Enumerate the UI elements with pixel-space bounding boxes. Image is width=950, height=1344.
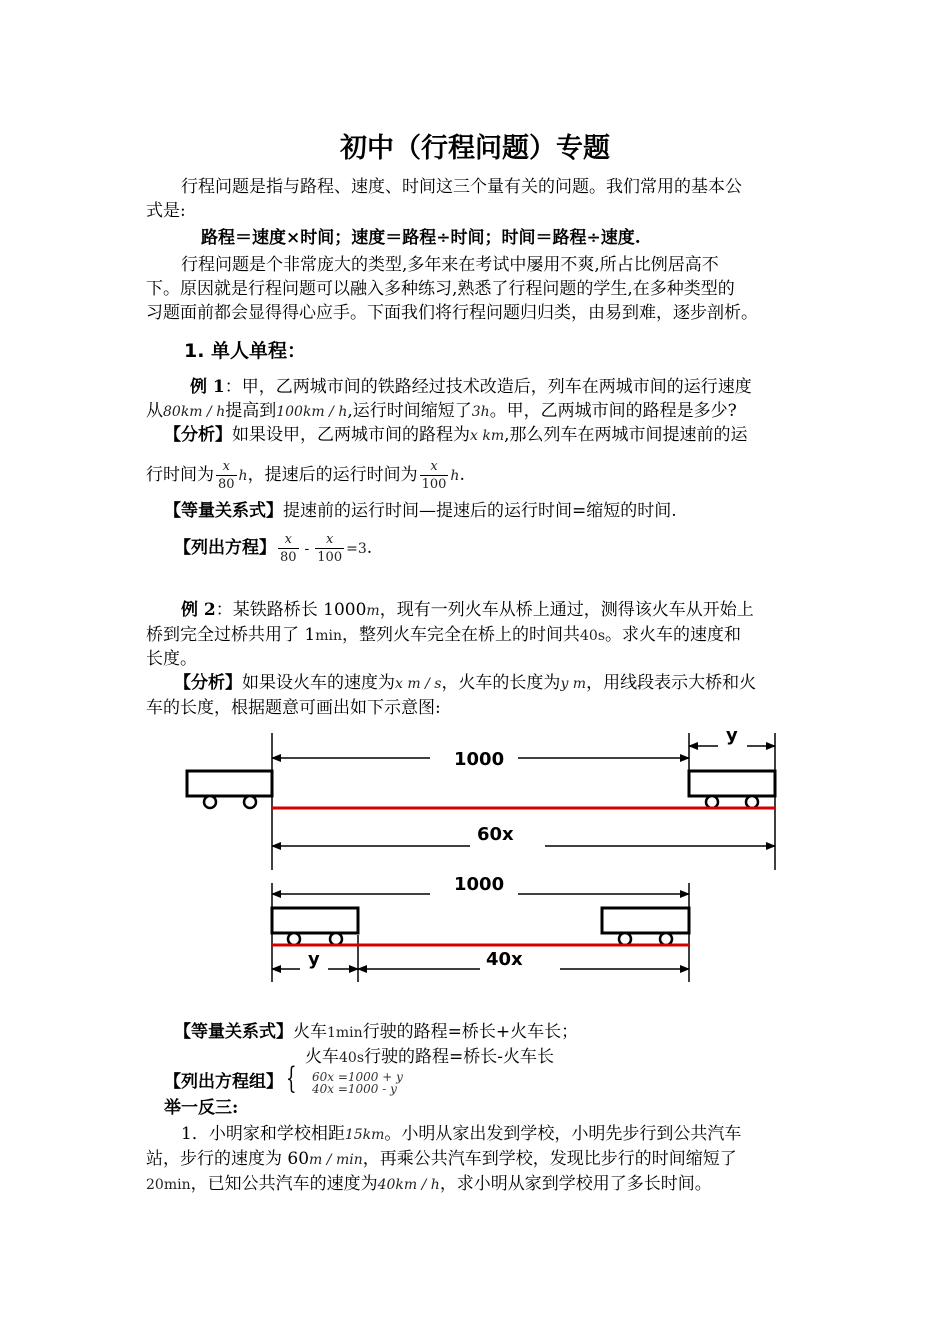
bottom-40x-label: 40x xyxy=(486,949,523,970)
practice-line-3: 20min，已知公共汽车的速度为40km / h，求小明从家到学校用了多长时间。 xyxy=(146,1174,712,1194)
top-1000-label: 1000 xyxy=(454,749,505,770)
system-equation-2: 40x =1000 - y xyxy=(312,1082,397,1096)
example2-equal-relation-2: 火车40s行驶的路程=桥长-火车长 xyxy=(305,1047,554,1067)
example2-line-5: 车的长度，根据题意可画出如下示意图: xyxy=(146,698,441,718)
top-y-label: y xyxy=(726,725,738,746)
example1-line-1: 例 1：甲，乙两城市间的铁路经过技术改造后，列车在两城市间的运行速度 xyxy=(190,377,752,397)
top-diagram xyxy=(187,725,775,870)
train-car-right xyxy=(689,771,775,796)
wheel xyxy=(204,796,216,808)
top-60x-label: 60x xyxy=(477,824,514,845)
section-heading: 1. 单人单程： xyxy=(184,340,307,362)
example1-line-2: 从80km / h提高到100km / h,运行时间缩短了3h。甲，乙两城市间的路程是多少? xyxy=(146,401,737,421)
system-brace: { xyxy=(286,1061,297,1096)
analysis-tag: 【分析】 xyxy=(164,425,232,445)
example1-analysis-line: 【分析】如果设甲，乙两城市间的路程为x km,那么列车在两城市间提速前的运 xyxy=(164,425,748,445)
wheel xyxy=(706,796,718,808)
practice-line-1: 1．小明家和学校相距15km。小明从家出发到学校，小明先步行到公共汽车 xyxy=(181,1124,742,1144)
example1-equation: 【列出方程】 $\frac{x}{80}$ - $\frac{x}{100}$ =3. xyxy=(174,532,373,565)
fraction-x-100: $\frac{x}{100}$ xyxy=(421,459,447,492)
wheel xyxy=(330,933,342,945)
intro-para2-line-3: 习题面前都会显得得心应手。下面我们将行程问题归归类，由易到难，逐步剖析。 xyxy=(146,303,758,323)
system-equation-1: 60x =1000 + y xyxy=(312,1070,403,1084)
wheel xyxy=(619,933,631,945)
intro-para2-line-2: 下。原因就是行程问题可以融入多种练习,熟悉了行程问题的学生,在多种类型的 xyxy=(146,279,735,299)
wheel xyxy=(660,933,672,945)
train-car-left xyxy=(187,771,272,796)
example2-line-3: 长度。 xyxy=(146,649,197,669)
example2-equal-relation-1: 【等量关系式】火车1min行驶的路程=桥长+火车长； xyxy=(174,1022,579,1042)
practice-line-2: 站，步行的速度为 60m / min，再乘公共汽车到学校，发现比步行的时间缩短了 xyxy=(146,1149,737,1169)
train-car-right xyxy=(602,908,689,933)
intro-line-2: 式是: xyxy=(146,201,186,221)
wheel xyxy=(244,796,256,808)
train-car-left xyxy=(272,908,358,933)
wheel xyxy=(746,796,758,808)
bottom-y-label: y xyxy=(308,949,320,970)
basic-formula: 路程＝速度×时间；速度＝路程÷时间；时间＝路程÷速度. xyxy=(201,228,641,248)
example2-line-2: 桥到完全过桥共用了 1min，整列火车完全在桥上的时间共40s。求火车的速度和 xyxy=(146,625,742,645)
fraction-x-80: $\frac{x}{80}$ xyxy=(218,459,235,492)
example1-time-line: 行时间为 $\frac{x}{80}$ h，提速后的运行时间为 $\frac{x}{100}$ h. xyxy=(146,459,465,492)
example2-line-1: 例 2：某铁路桥长 1000m，现有一列火车从桥上通过，测得该火车从开始上 xyxy=(181,600,754,620)
bottom-diagram xyxy=(272,874,689,982)
page-title: 初中（行程问题）专题 xyxy=(340,133,610,164)
example1-label: 例 1 xyxy=(190,377,225,397)
practice-heading: 举一反三: xyxy=(164,1098,239,1118)
wheel xyxy=(288,933,300,945)
intro-para2-line-1: 行程问题是个非常庞大的类型,多年来在考试中屡用不爽,所占比例居高不 xyxy=(181,255,719,275)
intro-line-1: 行程问题是指与路程、速度、时间这三个量有关的问题。我们常用的基本公 xyxy=(181,177,742,197)
bottom-1000-label: 1000 xyxy=(454,874,505,895)
example2-analysis-line: 【分析】如果设火车的速度为x m / s，火车的长度为y m，用线段表示大桥和火 xyxy=(174,673,757,693)
example1-equal-relation: 【等量关系式】提速前的运行时间—提速后的运行时间=缩短的时间. xyxy=(164,501,677,521)
system-tag: 【列出方程组】 xyxy=(164,1072,283,1092)
